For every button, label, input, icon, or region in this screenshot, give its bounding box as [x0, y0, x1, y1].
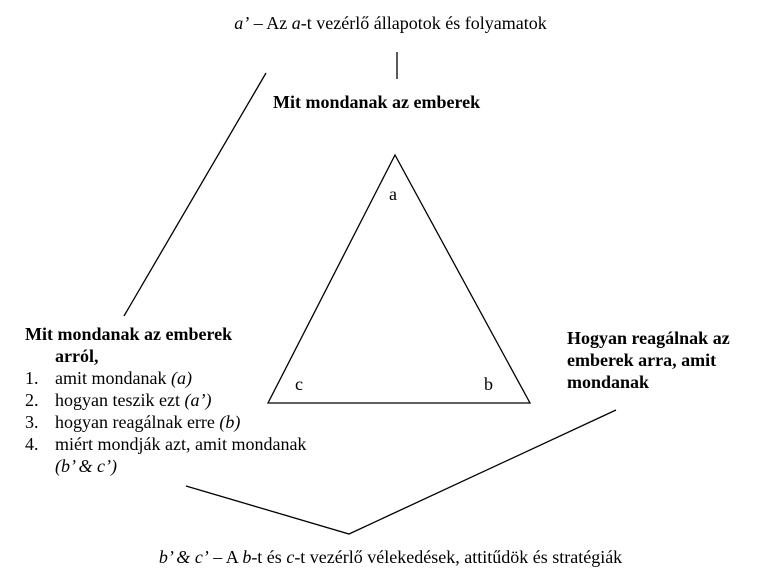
- caption-symbol: a: [291, 13, 301, 33]
- connector-top-left: [124, 73, 266, 316]
- caption-text: -t és: [251, 547, 287, 567]
- list-text: hogyan teszik ezt: [55, 390, 185, 410]
- right-block-line: emberek arra, amit: [567, 350, 717, 370]
- caption-symbol: a’: [234, 13, 250, 33]
- list-number: 3.: [25, 412, 39, 432]
- list-text: hogyan reagálnak erre: [55, 412, 220, 432]
- list-number: 1.: [25, 368, 39, 388]
- list-ref: (b): [219, 412, 241, 432]
- caption-text: -t vezérlő állapotok és folyamatok: [300, 13, 547, 33]
- caption-text: – A: [208, 547, 243, 567]
- list-number: 4.: [25, 434, 39, 454]
- list-ref: (b’ & c’): [55, 456, 117, 476]
- list-text: amit mondanak: [55, 368, 171, 388]
- list-item: [25, 389, 306, 411]
- list-item-continuation: [25, 455, 306, 477]
- left-block-title-cont: arról,: [55, 346, 99, 366]
- caption-symbol: c: [286, 547, 295, 567]
- list-ref: (a): [170, 368, 192, 388]
- right-block-line: mondanak: [567, 372, 650, 392]
- top-caption: [0, 12, 781, 34]
- left-block: [25, 323, 306, 477]
- bottom-caption: [0, 546, 781, 568]
- vertex-label-a: a: [389, 184, 397, 204]
- center-title: Mit mondanak az emberek: [273, 92, 481, 112]
- caption-text: -t vezérlő vélekedések, attitűdök és stratégiák: [294, 547, 623, 567]
- right-block: [567, 327, 730, 393]
- list-item: [25, 367, 306, 389]
- list-item: [25, 433, 306, 455]
- left-block-title: Mit mondanak az emberek: [25, 324, 233, 344]
- list-number: 2.: [25, 390, 39, 410]
- caption-text: – Az: [249, 13, 292, 33]
- triangle-shape: [268, 155, 530, 403]
- caption-symbol: b: [242, 547, 252, 567]
- vertex-label-c: c: [295, 374, 303, 394]
- right-block-line: Hogyan reagálnak az: [567, 328, 730, 348]
- vertex-label-b: b: [484, 374, 493, 394]
- list-item: [25, 411, 306, 433]
- list-text: miért mondják azt, amit mondanak: [55, 434, 307, 454]
- list-ref: (a’): [184, 390, 212, 410]
- caption-symbol: b’ & c’: [158, 547, 209, 567]
